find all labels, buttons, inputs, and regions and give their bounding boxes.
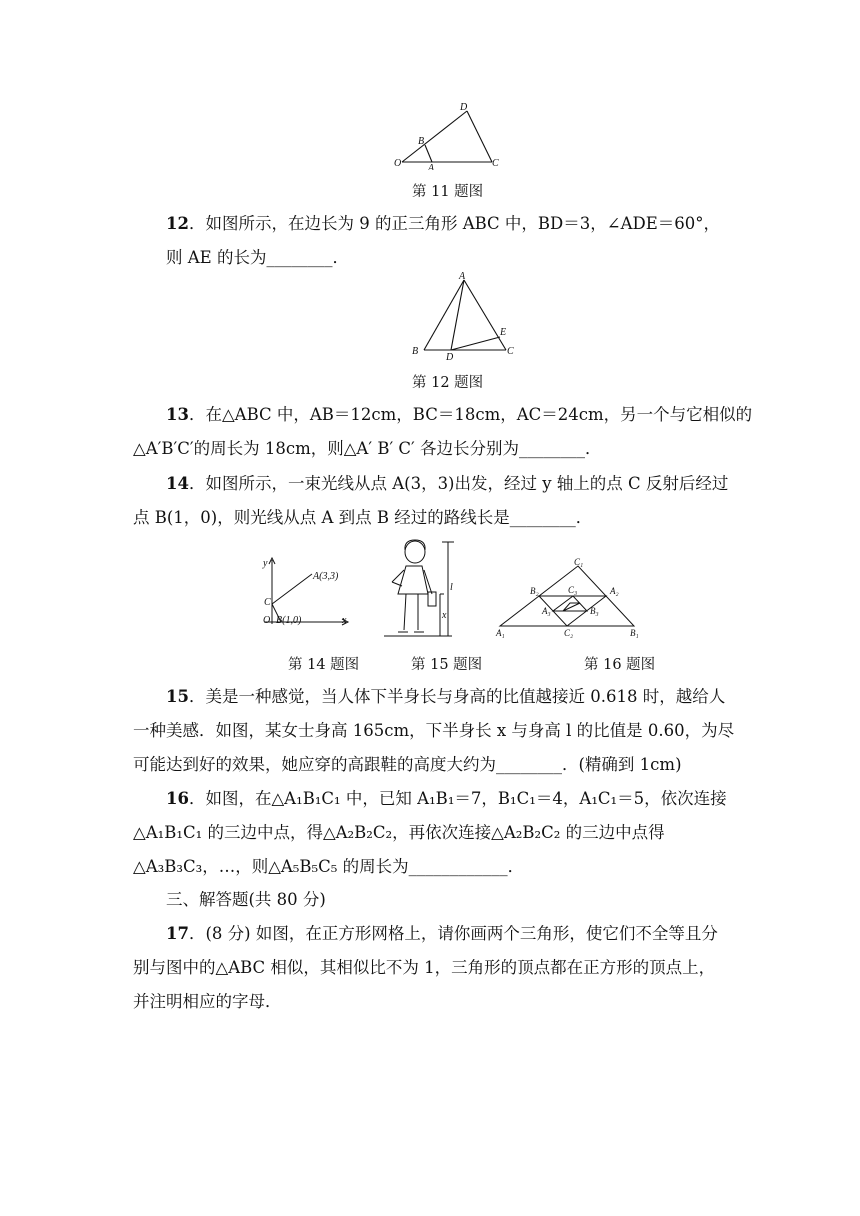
fig12-label-d: D xyxy=(446,352,454,360)
fig12-label-e: E xyxy=(500,327,507,338)
q16-line2: △A₁B₁C₁ 的三边中点，得△A₂B₂C₂，再依次连接△A₂B₂C₂ 的三边中点得 xyxy=(133,823,665,842)
q15-line1: 15．美是一种感觉，当人体下半身长与身高的比值越接近 0.618 时，越给人 xyxy=(166,687,726,706)
fig14-label-a: A(3,3) xyxy=(313,571,339,582)
fig14-label-y: y xyxy=(263,558,268,569)
fig16-label-b2: B₂ xyxy=(530,586,539,596)
fig16-label-a1: A₁ xyxy=(496,628,505,638)
fig16-label-a2: A₂ xyxy=(610,586,619,596)
fig11-label-b: B xyxy=(418,136,425,147)
fig11-label-a: A xyxy=(428,163,435,170)
q13-line1: 13．在△ABC 中，AB＝12cm，BC＝18cm，AC＝24cm，另一个与它相似的 xyxy=(166,405,753,424)
fig14-label-c: C xyxy=(264,597,271,608)
q16-line3: △A₃B₃C₃，…，则△A₅B₅C₅ 的周长为____________． xyxy=(133,857,525,876)
figure-14 xyxy=(250,552,360,632)
fig15-label-x: x xyxy=(442,610,447,621)
q17-line3: 并注明相应的字母． xyxy=(133,992,282,1011)
fig11-label-d: D xyxy=(460,102,468,113)
q13-line2: △A′B′C′的周长为 18cm，则△A′ B′ C′ 各边长分别为________． xyxy=(133,439,602,458)
fig16-label-a3: A₃ xyxy=(542,606,551,616)
q16-line1: 16．如图，在△A₁B₁C₁ 中，已知 A₁B₁＝7，B₁C₁＝4，A₁C₁＝5，依次连接 xyxy=(166,789,727,808)
fig16-label-b1: B₁ xyxy=(630,628,639,638)
fig12-label-a: A xyxy=(459,271,466,282)
q14-line1: 14．如图所示，一束光线从点 A(3，3)出发，经过 y 轴上的点 C 反射后经过 xyxy=(166,474,729,493)
section-3-heading: 三、解答题(共 80 分) xyxy=(166,890,326,909)
fig11-label-c: C xyxy=(492,158,499,169)
q15-line3: 可能达到好的效果，她应穿的高跟鞋的高度大约为________．(精确到 1cm) xyxy=(133,755,682,774)
fig14-caption: 第 14 题图 xyxy=(288,657,360,673)
q17-line1: 17．(8 分) 如图，在正方形网格上，请你画两个三角形，使它们不全等且分 xyxy=(166,924,718,943)
fig16-label-c2: C₂ xyxy=(564,628,574,638)
figure-12 xyxy=(408,270,520,360)
figure-16 xyxy=(494,556,650,642)
q12-line1: 12．如图所示，在边长为 9 的正三角形 ABC 中，BD＝3，∠ADE＝60°， xyxy=(166,214,721,233)
q15-line2: 一种美感．如图，某女士身高 165cm，下半身长 x 与身高 l 的比值是 0.60，为尽 xyxy=(133,721,735,740)
q17-line2: 别与图中的△ABC 相似，其相似比不为 1，三角形的顶点都在正方形的顶点上， xyxy=(133,958,716,977)
fig14-label-x: x xyxy=(342,615,347,626)
figure-11 xyxy=(392,100,502,170)
q12-line2: 则 AE 的长为________． xyxy=(166,248,349,267)
fig12-label-c: C xyxy=(507,346,514,357)
fig16-label-c3: C₃ xyxy=(568,585,578,595)
fig15-caption: 第 15 题图 xyxy=(411,657,483,673)
figure-15 xyxy=(382,536,462,640)
fig14-label-o: O xyxy=(263,615,271,626)
fig14-label-b: B(1,0) xyxy=(276,615,302,626)
fig15-label-l: l xyxy=(450,582,453,593)
fig16-label-b3: B₃ xyxy=(590,606,599,616)
fig11-caption: 第 11 题图 xyxy=(412,184,484,200)
q14-line2: 点 B(1，0)，则光线从点 A 到点 B 经过的路线长是________． xyxy=(133,508,593,527)
fig11-label-o: O xyxy=(394,158,402,169)
fig16-caption: 第 16 题图 xyxy=(584,657,656,673)
fig12-label-b: B xyxy=(412,346,419,357)
fig16-label-c1: C₁ xyxy=(574,557,584,567)
fig12-caption: 第 12 题图 xyxy=(412,375,484,391)
